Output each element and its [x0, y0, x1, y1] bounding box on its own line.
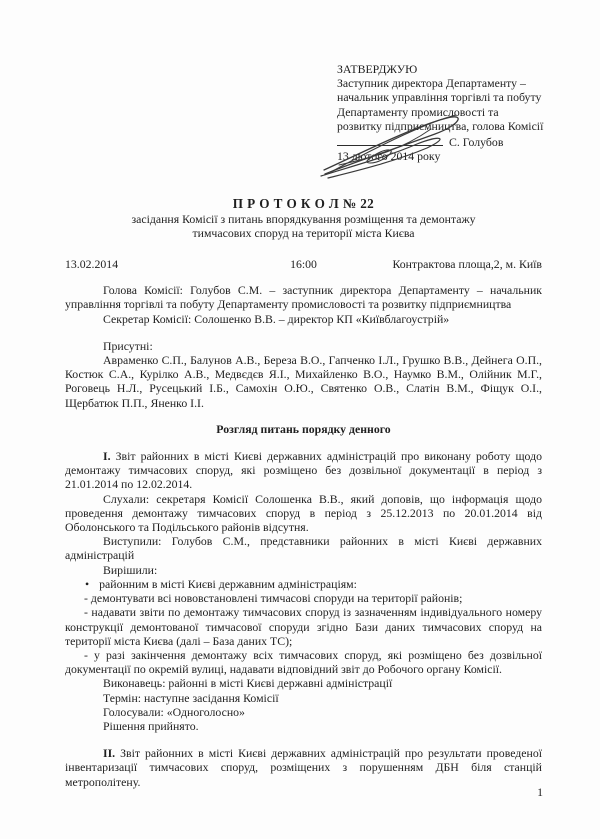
item1-voted: Голосували: «Одноголосно» [103, 704, 245, 719]
item1-spoke: Виступили: Голубов С.М., представники районних в місті Києві державних адміністрацій [65, 534, 542, 563]
approval-line: Департаменту промисловості та [337, 104, 499, 119]
chair-paragraph: Голова Комісії: Голубов С.М. – заступник директора Департаменту – начальник управління торгівлі та побуту Департаменту промисловості та розвитку підприємництва [65, 283, 542, 312]
item1-dash-3: - у разі закінчення демонтажу всіх тимчасових споруд, які розміщено без дозвільної документації по окремій вулиці, надавати відповідний звіт до Робочого органу Комісії. [65, 647, 542, 677]
item1-title [65, 449, 542, 492]
item1-bullet [65, 577, 542, 591]
item2-number: ІІ. [103, 746, 116, 761]
secretary-paragraph: Секретар Комісії: Солошенко В.В. – директор КП «Київблагоустрій» [103, 311, 450, 326]
approval-line: розвитку підприємництва, голова Комісії [337, 118, 544, 133]
item1-resolution: Рішення прийнято. [103, 718, 199, 733]
protocol-subtitle-1: засідання Комісії з питань впорядкування розміщення та демонтажу [131, 211, 476, 226]
meeting-date: 13.02.2014 [65, 257, 119, 272]
signature-row [337, 135, 559, 149]
approval-date: 13 лютого 2014 року [337, 149, 441, 164]
attendees-label: Присутні: [103, 338, 153, 353]
meeting-time: 16:00 [290, 257, 317, 272]
protocol-subtitle-2: тимчасових споруд на території міста Києва [192, 225, 415, 240]
approval-line: ЗАТВЕРДЖУЮ [337, 62, 418, 76]
page-number: 1 [537, 785, 543, 799]
item1-heard: Слухали: секретаря Комісії Солошенка В.В., який доповів, що інформація щодо проведення демонтажу тимчасових споруд в період з 25.12.2013 по 20.01.2014 від Оболонського та Подільського районів відсутня. [65, 491, 542, 535]
approval-block [337, 62, 559, 163]
approval-line: начальник управління торгівлі та побуту [337, 90, 542, 105]
item2-title [65, 746, 542, 789]
title-block [65, 197, 542, 240]
agenda-heading: Розгляд питань порядку денного [216, 421, 391, 436]
item1-decided-label: Вирішили: [103, 562, 158, 577]
item1-bullet-text: районним в місті Києві державним адміністраціям: [99, 576, 357, 591]
item1-executor: Виконавець: районні в місті Києві державні адміністрації [103, 676, 393, 691]
item1-dash-2: - надавати звіти по демонтажу тимчасових споруд із зазначенням індивідуального номеру конструкції демонтованої тимчасової споруди згідно Бази даних тимчасових споруд на території міста Києва (далі – База даних ТС); [65, 605, 542, 648]
item1-number: І. [103, 449, 111, 464]
bullet-icon: • [85, 576, 90, 591]
signature-line [337, 135, 443, 146]
signatory-name: С. Голубов [449, 135, 504, 150]
item2-title-text: Звіт районних в місті Києві державних адміністрацій про результати проведеної інвентаризації тимчасових споруд, розміщених з порушенням ДБН біля станцій метрополітену. [65, 746, 542, 789]
item1-title-text: Звіт районних в місті Києві державних адміністрацій про виконану роботу щодо демонтажу тимчасових споруд, які розміщено без дозвільної документації в період з 21.01.2014 по 12.02.2014. [65, 449, 542, 492]
item1-dash-1: - демонтувати всі нововстановлені тимчасові споруди на території районів; [84, 591, 463, 606]
approval-line: Заступник директора Департаменту – [337, 76, 526, 91]
meeting-location: Контрактова площа,2, м. Київ [392, 257, 542, 272]
protocol-title: П Р О Т О К О Л № 22 [232, 196, 375, 212]
item1-term: Термін: наступне засідання Комісії [103, 690, 279, 705]
attendees-names: Авраменко С.П., Балунов А.В., Береза В.О., Гапченко І.Л., Грушко В.В., Дейнега О.П., Костюк С.А., Курілко А.В., Медвєдєв Я.І., Михайленко В.О., Наумко В.М., Олійник М.Г., Роговець Н.Л., Русецький І.Б., Самохін О.Ю., Святенко О.В., Слатін В.М., Фіщук О.І., Щербатюк П.П., Яненко І.І. [65, 353, 542, 410]
meeting-info-row [65, 257, 542, 271]
